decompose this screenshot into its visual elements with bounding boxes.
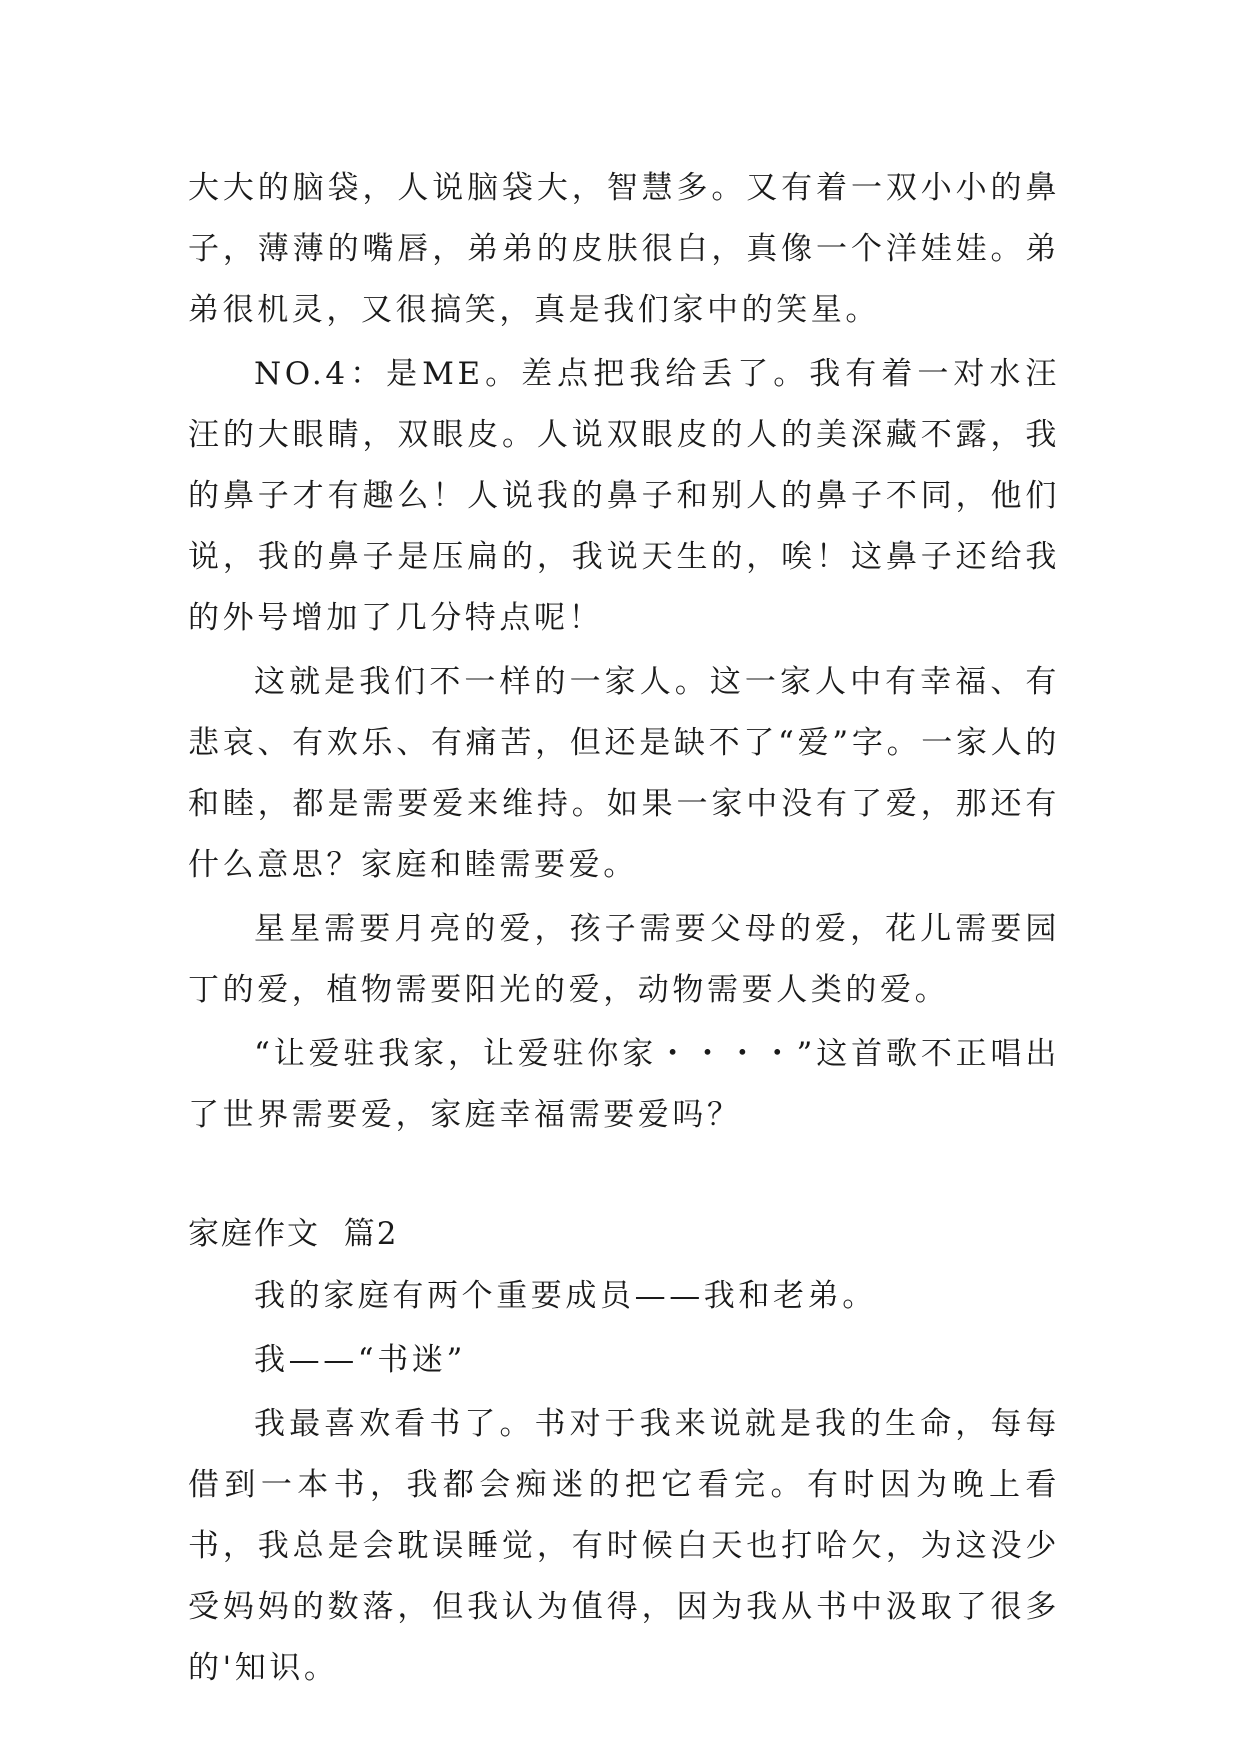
paragraph: 我最喜欢看书了。书对于我来说就是我的生命，每每借到一本书，我都会痴迷的把它看完。有时因为晚上看书，我总是会耽误睡觉，有时候白天也打哈欠，为这没少受妈妈的数落，但我认为值得，因为我从书中汲取了很多的'知识。 xyxy=(188,1406,1060,1686)
paragraph: 这就是我们不一样的一家人。这一家人中有幸福、有悲哀、有欢乐、有痛苦，但还是缺不了“爱”字。一家人的和睦，都是需要爱来维持。如果一家中没有了爱，那还有什么意思？家庭和睦需要爱。 xyxy=(188,664,1060,883)
paragraph: 大大的脑袋，人说脑袋大，智慧多。又有着一双小小的鼻子，薄薄的嘴唇，弟弟的皮肤很白，真像一个洋娃娃。弟弟很机灵，又很搞笑，真是我们家中的笑星。 xyxy=(188,170,1060,328)
paragraph: 星星需要月亮的爱，孩子需要父母的爱，花儿需要园丁的爱，植物需要阳光的爱，动物需要人类的爱。 xyxy=(188,911,1060,1008)
document-page xyxy=(188,158,1060,1702)
paragraph: NO.4：是ME。差点把我给丢了。我有着一对水汪汪的大眼睛，双眼皮。人说双眼皮的人的美深藏不露，我的鼻子才有趣么！人说我的鼻子和别人的鼻子不同，他们说，我的鼻子是压扁的，我说天生的，唉！这鼻子还给我的外号增加了几分特点呢！ xyxy=(188,356,1060,636)
paragraph: 我——“书迷” xyxy=(254,1342,466,1378)
paragraph: “让爱驻我家，让爱驻你家・・・・”这首歌不正唱出了世界需要爱，家庭幸福需要爱吗？ xyxy=(188,1036,1060,1133)
section-heading: 家庭作文 篇2 xyxy=(188,1216,399,1252)
paragraph: 我的家庭有两个重要成员——我和老弟。 xyxy=(254,1278,877,1314)
